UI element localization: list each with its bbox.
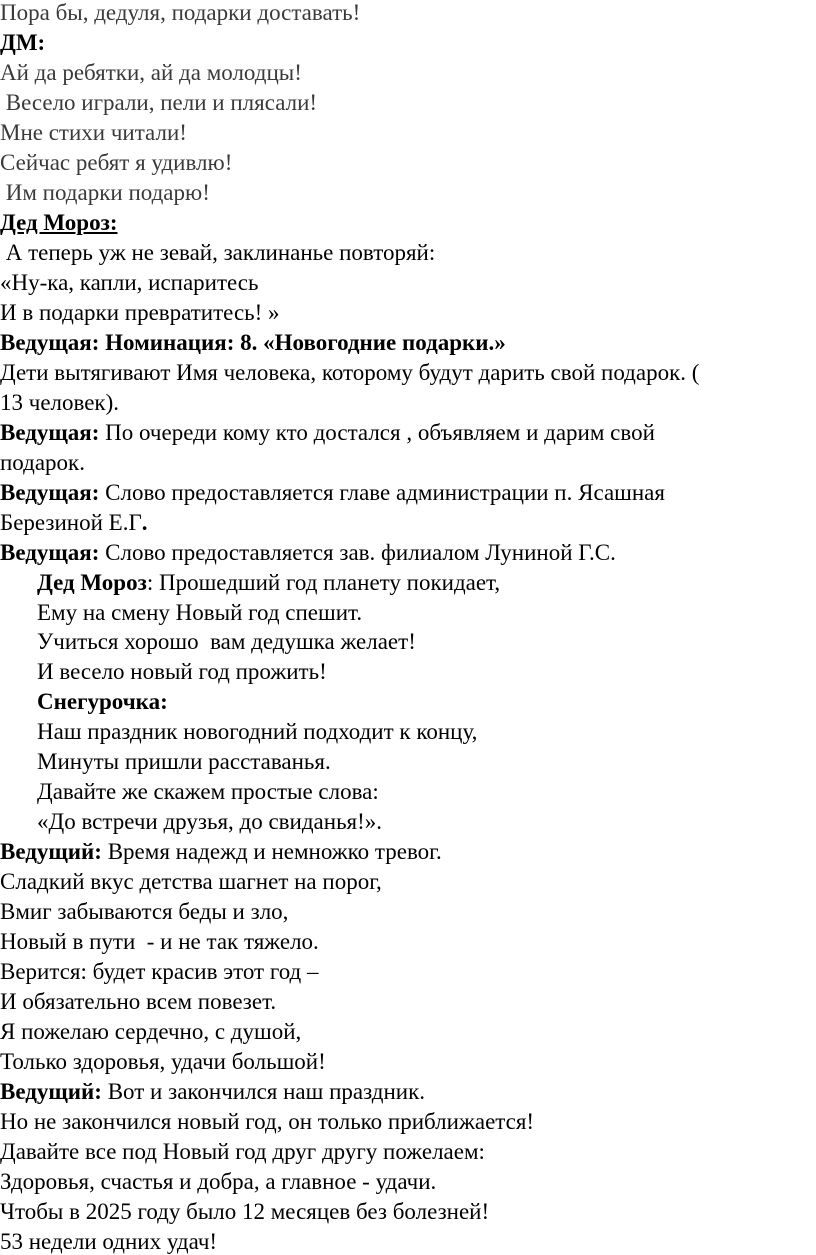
text-line: Вмиг забываются беды и зло, (0, 899, 289, 924)
speaker-name: Ведущая: (0, 480, 100, 505)
text-line: 53 недели одних удач! (0, 1229, 218, 1254)
text-line (0, 480, 665, 506)
text-line: Наш праздник новогодний подходит к концу, (37, 719, 478, 744)
text-line: Но не закончился новый год, он только приближается! (0, 1109, 535, 1134)
text-line: Минуты пришли расставанья. (37, 749, 331, 774)
line-text: Время надежд и немножко тревог. (101, 839, 442, 864)
text-line: 13 человек). (0, 390, 120, 415)
text-line: Ай да ребятки, ай да молодцы! (0, 60, 302, 85)
speaker-label (37, 689, 168, 715)
speaker-name: Ведущая: (0, 420, 100, 445)
text-line: «Ну-ка, капли, испаритесь (0, 270, 259, 295)
text-line: Ему на смену Новый год спешит. (37, 600, 363, 625)
text-line: Учиться хорошо вам дедушка желает! (37, 629, 416, 654)
text-line: А теперь уж не зевай, заклинанье повторяй: (0, 240, 436, 265)
text-line (37, 570, 500, 596)
line-text: Слово предоставляется главе администрации п. Ясашная (99, 480, 665, 505)
text-line: Им подарки подарю! (0, 180, 210, 205)
text-line: Пора бы, дедуля, подарки доставать! (0, 0, 361, 25)
text-line (0, 540, 616, 566)
speaker-name: Дед Мороз: (0, 210, 118, 235)
speaker-label (0, 30, 45, 56)
text-line: Я пожелаю сердечно, с душой, (0, 1019, 302, 1044)
line-text: Березиной Е.Г (0, 510, 142, 535)
line-text: : Прошедший год планету покидает, (146, 570, 501, 595)
speaker-name: Дед Мороз (37, 570, 147, 595)
section-heading (0, 330, 506, 356)
text-line (0, 1079, 425, 1105)
speaker-name: Ведущий: (0, 839, 102, 864)
text-line: И обязательно всем повезет. (0, 989, 277, 1014)
text-line: Дети вытягивают Имя человека, которому будут дарить свой подарок. ( (0, 360, 700, 385)
line-text: Слово предоставляется зав. филиалом Луниной Г.С. (99, 540, 616, 565)
text-line: «До встречи друзья, до свиданья!». (37, 809, 383, 834)
text-line: И в подарки превратитесь! » (0, 300, 280, 325)
text-line: Верится: будет красив этот год – (0, 959, 319, 984)
text-line: Давайте же скажем простые слова: (37, 779, 379, 804)
text-line: Мне стихи читали! (0, 120, 187, 145)
speaker-name: Ведущий: (0, 1079, 102, 1104)
line-period: . (141, 510, 148, 535)
text-line (0, 839, 442, 865)
text-line: Новый в пути - и не так тяжело. (0, 929, 319, 954)
heading-text: Ведущая: Номинация: 8. «Новогодние подарки.» (0, 330, 506, 355)
speaker-name: Ведущая: (0, 540, 100, 565)
text-line (0, 510, 148, 536)
text-line: Сладкий вкус детства шагнет на порог, (0, 869, 382, 894)
text-line: подарок. (0, 450, 85, 475)
line-text: Вот и закончился наш праздник. (101, 1079, 426, 1104)
text-line: Только здоровья, удачи большой! (0, 1049, 326, 1074)
speaker-name: ДМ: (0, 30, 46, 55)
line-text: По очереди кому кто достался , объявляем и дарим свой (99, 420, 655, 445)
text-line: Здоровья, счастья и добра, а главное - удачи. (0, 1169, 437, 1194)
text-line: Чтобы в 2025 году было 12 месяцев без болезней! (0, 1199, 490, 1224)
speaker-label (0, 210, 118, 236)
speaker-name: Снегурочка: (37, 689, 168, 714)
text-line: Давайте все под Новый год друг другу пожелаем: (0, 1139, 485, 1164)
text-line (0, 420, 655, 446)
text-line: И весело новый год прожить! (37, 659, 327, 684)
text-line: Весело играли, пели и плясали! (0, 90, 318, 115)
text-line: Сейчас ребят я удивлю! (0, 150, 233, 175)
